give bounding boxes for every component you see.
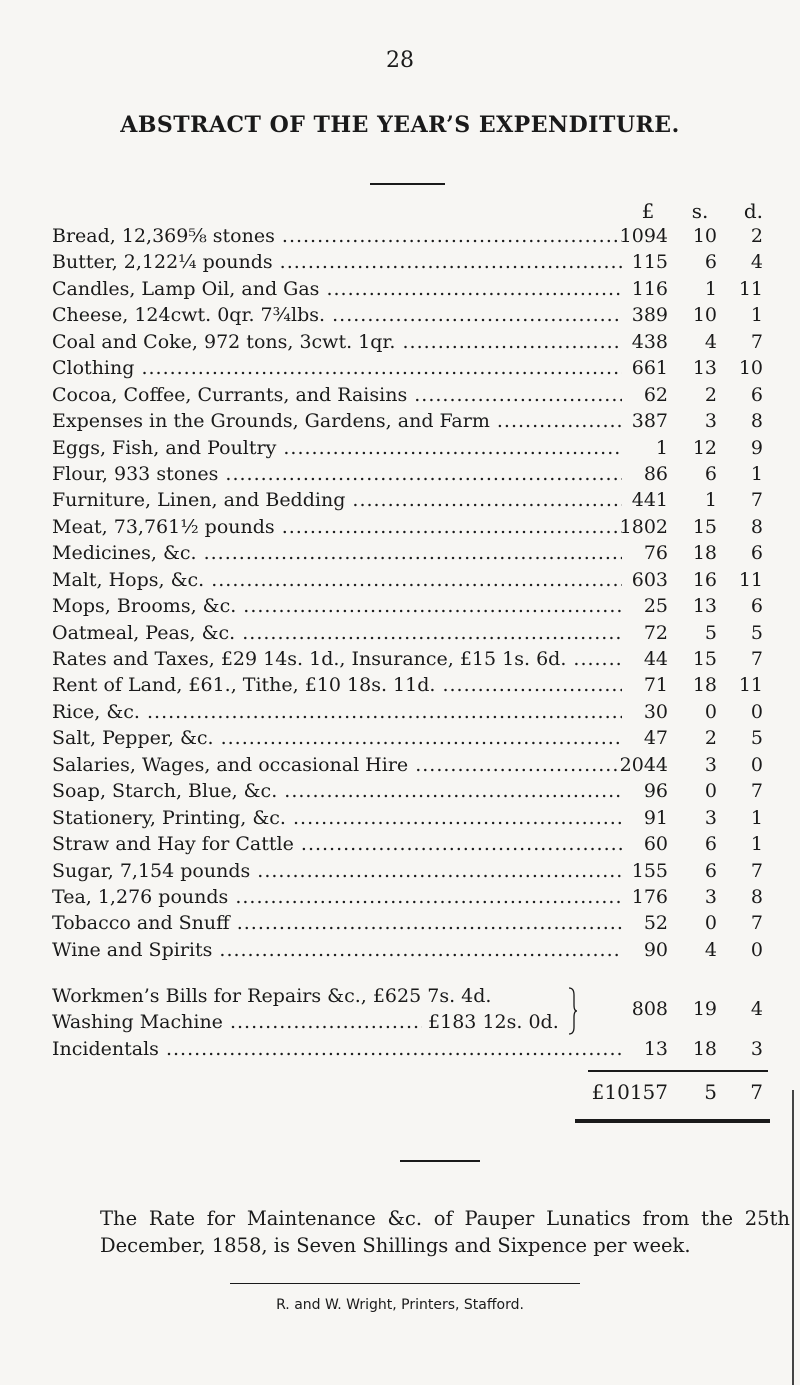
ledger-pounds: 155	[631, 859, 668, 882]
ledger-pence: 11	[738, 674, 763, 697]
ledger-shillings: 6	[704, 833, 717, 856]
ledger-item-label: Mops, Brooms, &c. .....	[52, 593, 622, 619]
ledger-pence: 1	[750, 806, 763, 829]
ledger-pounds: 44	[643, 648, 668, 670]
ledger-row	[0, 805, 800, 831]
ledger-row	[0, 382, 800, 408]
ledger-item-label: Sugar, 7,154 pounds .....	[52, 858, 622, 884]
ledger-shillings: 3	[704, 410, 717, 433]
ledger-item-label: Medicines, &c. .....	[52, 540, 622, 566]
ledger-row	[0, 355, 800, 381]
ledger-pence: 6	[750, 595, 763, 618]
ledger-pence: 1	[750, 833, 763, 856]
ledger-pounds: 2044	[619, 753, 668, 776]
ledger-shillings: 4	[704, 938, 717, 961]
ledger-shillings: 5	[704, 621, 717, 644]
ledger-row	[0, 725, 800, 751]
ledger-pounds: 115	[631, 251, 668, 274]
ledger-pence: 9	[750, 436, 763, 459]
combined-line-repairs: Workmen’s Bills for Repairs &c., £625 7s. 4d.	[52, 985, 492, 1007]
ledger-item-label: Coal and Coke, 972 tons, 3cwt. 1qr. .....	[52, 329, 622, 355]
combined-shillings: 19	[692, 998, 717, 1020]
ledger-item-label: Flour, 933 stones .....	[52, 461, 622, 487]
ledger-item-label: Clothing .....	[52, 355, 622, 381]
ledger-shillings: 0	[704, 912, 717, 935]
ledger-shillings: 6	[704, 251, 717, 274]
incidentals-pence: 3	[750, 1038, 763, 1060]
ledger-pence: 8	[750, 515, 763, 538]
incidentals-row	[0, 1038, 800, 1064]
ledger-row	[0, 620, 800, 646]
ledger-pounds: 90	[643, 938, 668, 961]
printer-imprint: R. and W. Wright, Printers, Stafford.	[276, 1297, 524, 1313]
ledger-row	[0, 461, 800, 487]
ledger-shillings: 2	[704, 727, 717, 750]
ledger-row	[0, 408, 800, 434]
column-headers	[0, 199, 800, 225]
ledger-row	[0, 514, 800, 540]
ledger-shillings: 0	[704, 780, 717, 803]
brace-icon	[568, 987, 578, 1035]
ledger-pence: 7	[750, 648, 763, 670]
ledger-pounds: 25	[643, 595, 668, 618]
ledger-pounds: 76	[643, 542, 668, 565]
pence-header: d.	[743, 199, 763, 223]
ledger-item-label: Eggs, Fish, and Poultry .....	[52, 435, 622, 461]
ledger-shillings: 12	[692, 436, 717, 459]
ledger-pounds: 71	[643, 674, 668, 697]
margin-line	[792, 1090, 794, 1385]
incidentals-label: Incidentals .....	[52, 1038, 622, 1060]
total-row	[0, 1080, 800, 1108]
ledger-pence: 10	[738, 357, 763, 380]
ledger-item-label: Wine and Spirits .....	[52, 937, 622, 963]
ledger-row	[0, 831, 800, 857]
ledger-item-label: Straw and Hay for Cattle .....	[52, 831, 622, 857]
ledger-shillings: 3	[704, 806, 717, 829]
ledger-pounds: 47	[643, 727, 668, 750]
ledger-pence: 2	[750, 225, 763, 247]
ledger-item-label: Cheese, 124cwt. 0qr. 7¾lbs. .....	[52, 302, 622, 328]
ledger-row	[0, 646, 800, 672]
section-rule	[400, 1160, 480, 1162]
ledger-shillings: 18	[692, 674, 717, 697]
ledger-row	[0, 778, 800, 804]
ledger-pounds: 1094	[619, 225, 668, 247]
ledger-pence: 0	[750, 700, 763, 723]
ledger-row	[0, 567, 800, 593]
ledger-row	[0, 276, 800, 302]
ledger-pence: 7	[750, 489, 763, 512]
ledger-row	[0, 752, 800, 778]
ledger-shillings: 15	[692, 515, 717, 538]
ledger-row	[0, 249, 800, 275]
ledger-item-label: Rent of Land, £61., Tithe, £10 18s. 11d. .....	[52, 672, 622, 698]
combined-pounds: 808	[631, 998, 668, 1020]
ledger-pence: 7	[750, 912, 763, 935]
combined-pence: 4	[750, 998, 763, 1020]
ledger-row	[0, 937, 800, 963]
ledger-row	[0, 672, 800, 698]
ledger-pence: 8	[750, 410, 763, 433]
ledger-shillings: 0	[704, 700, 717, 723]
page-number: 28	[386, 48, 414, 73]
ledger-shillings: 18	[692, 542, 717, 565]
ledger-row	[0, 593, 800, 619]
ledger-row	[0, 540, 800, 566]
ledger-pounds: 116	[631, 277, 668, 300]
ledger-row	[0, 329, 800, 355]
ledger-item-label: Rice, &c. .....	[52, 699, 622, 725]
ledger-pence: 6	[750, 383, 763, 406]
incidentals-pounds: 13	[643, 1038, 668, 1060]
ledger-shillings: 10	[692, 225, 717, 247]
ledger-pence: 7	[750, 859, 763, 882]
ledger-row	[0, 884, 800, 910]
ledger-pounds: 60	[643, 833, 668, 856]
pounds-header: £	[641, 199, 655, 223]
ledger-pence: 7	[750, 780, 763, 803]
ledger-pence: 11	[738, 568, 763, 591]
ledger-pence: 5	[750, 621, 763, 644]
footer-rule	[230, 1283, 580, 1284]
ledger-pounds: 72	[643, 621, 668, 644]
incidentals-shillings: 18	[692, 1038, 717, 1060]
total-shillings: 5	[704, 1080, 717, 1104]
ledger-item-label: Malt, Hops, &c. .....	[52, 567, 622, 593]
ledger-shillings: 6	[704, 462, 717, 485]
ledger-shillings: 4	[704, 330, 717, 353]
ledger-row	[0, 487, 800, 513]
ledger-row	[0, 223, 800, 249]
ledger-shillings: 3	[704, 885, 717, 908]
ledger-item-label: Cocoa, Coffee, Currants, and Raisins .....	[52, 382, 622, 408]
ledger-pounds: 603	[631, 568, 668, 591]
ledger-pence: 11	[738, 277, 763, 300]
total-pounds: £10157	[591, 1080, 668, 1104]
ledger-pounds: 91	[643, 806, 668, 829]
ledger-pence: 6	[750, 542, 763, 565]
ledger-shillings: 2	[704, 383, 717, 406]
combined-line-washing-item: Washing Machine .....	[52, 1011, 422, 1033]
ledger-row	[0, 435, 800, 461]
ledger-pounds: 1	[655, 436, 668, 459]
ledger-pounds: 661	[631, 357, 668, 380]
ledger-row	[0, 699, 800, 725]
ledger-pounds: 30	[643, 700, 668, 723]
ledger-shillings: 6	[704, 859, 717, 882]
expenditure-ledger	[0, 223, 800, 963]
ledger-item-label: Rates and Taxes, £29 14s. 1d., Insurance, £15 1s. 6d. .....	[52, 646, 622, 672]
ledger-pence: 0	[750, 938, 763, 961]
ledger-pounds: 86	[643, 462, 668, 485]
ledger-item-label: Candles, Lamp Oil, and Gas .....	[52, 276, 622, 302]
ledger-item-label: Bread, 12,369⅝ stones .....	[52, 223, 622, 249]
ledger-pounds: 438	[631, 330, 668, 353]
ledger-row	[0, 910, 800, 936]
ledger-pounds: 52	[643, 912, 668, 935]
ledger-pounds: 1802	[619, 515, 668, 538]
ledger-shillings: 1	[704, 277, 717, 300]
total-rule	[575, 1119, 770, 1123]
ledger-item-label: Furniture, Linen, and Bedding .....	[52, 487, 622, 513]
ledger-item-label: Butter, 2,122¼ pounds .....	[52, 249, 622, 275]
ledger-pence: 1	[750, 462, 763, 485]
ledger-pounds: 441	[631, 489, 668, 512]
ledger-shillings: 1	[704, 489, 717, 512]
ledger-item-label: Salt, Pepper, &c. .....	[52, 725, 622, 751]
ledger-pence: 7	[750, 330, 763, 353]
combined-entry	[0, 985, 800, 1039]
ledger-row	[0, 302, 800, 328]
ledger-pence: 8	[750, 885, 763, 908]
page-title: ABSTRACT OF THE YEAR’S EXPENDITURE.	[120, 112, 680, 138]
ledger-shillings: 13	[692, 357, 717, 380]
ledger-shillings: 16	[692, 568, 717, 591]
ledger-item-label: Tea, 1,276 pounds .....	[52, 884, 622, 910]
ledger-item-label: Oatmeal, Peas, &c. .....	[52, 620, 622, 646]
sum-rule	[588, 1070, 768, 1072]
ledger-item-label: Expenses in the Grounds, Gardens, and Farm .....	[52, 408, 622, 434]
total-pence: 7	[750, 1080, 763, 1104]
combined-line-washing	[52, 1011, 559, 1033]
rate-note: The Rate for Maintenance &c. of Pauper Lunatics from the 25th December, 1858, is Seven Shillings and Sixpence per week.	[100, 1207, 790, 1257]
combined-line-washing-amount: £183 12s. 0d.	[428, 1011, 559, 1033]
ledger-pounds: 62	[643, 383, 668, 406]
shillings-header: s.	[691, 199, 709, 223]
ledger-shillings: 15	[692, 648, 717, 670]
ledger-shillings: 3	[704, 753, 717, 776]
ledger-pounds: 96	[643, 780, 668, 803]
ledger-pounds: 387	[631, 410, 668, 433]
ledger-item-label: Stationery, Printing, &c. .....	[52, 805, 622, 831]
ledger-item-label: Meat, 73,761½ pounds .....	[52, 514, 622, 540]
ledger-pence: 1	[750, 304, 763, 327]
ledger-row	[0, 858, 800, 884]
ledger-item-label: Salaries, Wages, and occasional Hire .....	[52, 752, 622, 778]
ledger-pounds: 176	[631, 885, 668, 908]
title-rule	[370, 183, 445, 185]
ledger-pence: 4	[750, 251, 763, 274]
ledger-pounds: 389	[631, 304, 668, 327]
ledger-item-label: Soap, Starch, Blue, &c. .....	[52, 778, 622, 804]
ledger-pence: 0	[750, 753, 763, 776]
ledger-shillings: 10	[692, 304, 717, 327]
ledger-shillings: 13	[692, 595, 717, 618]
ledger-pence: 5	[750, 727, 763, 750]
ledger-item-label: Tobacco and Snuff .....	[52, 910, 622, 936]
